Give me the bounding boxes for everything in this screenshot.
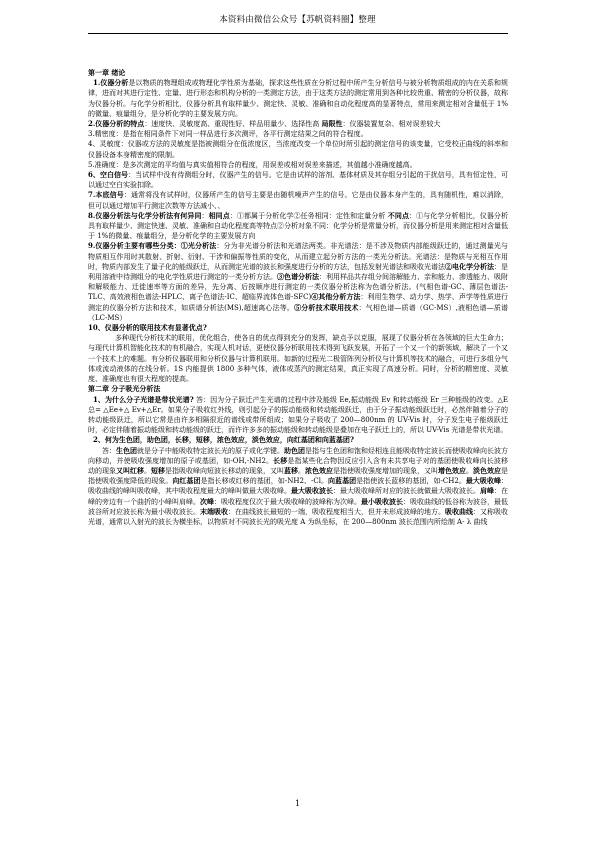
term-differences: 不同点 xyxy=(387,210,410,220)
header-divider xyxy=(88,33,508,34)
paragraph-5: 5.准确度：是多次测定的平均值与真实值相符合的程度，用误差或相对误差来描述，其值越小准确度越高。 xyxy=(88,160,417,169)
paragraph-8-text: ： xyxy=(201,211,209,220)
answer-prefix: 答： xyxy=(102,446,116,455)
page-number: 1 xyxy=(294,799,301,808)
def-auxochrome: 是指与生色团和饱和烃相连且能吸收特定波长而使吸收峰向长波方向移动，并使吸收强度增加的原子或基团，如-OH,-NH2。 xyxy=(88,446,508,465)
term-limitations: 局限性 xyxy=(321,119,343,129)
def-secondary-peak: ：吸收程度仅次于最大吸收峰的波峰称为次峰。 xyxy=(214,497,361,506)
def-hypsochromic: 是指吸收峰向短波长移动的现象，又叫 xyxy=(165,466,284,475)
def-blue-group: 是指使波长蓝移的基团，如-CH2。 xyxy=(356,477,466,486)
paragraph-6-text: ：当试样中没有待测组分时，仪器产生的信号。它是由试样的溶剂、基体材质及其存组分引起的干扰信号，具有恒定性，可以通过空白实验扣除。 xyxy=(88,171,508,190)
paragraph-9-text-2: ：是利用溶液中待测组分的电化学性质进行测定的一类分析方法。 xyxy=(88,262,508,282)
term-hyperchromic-alt: 增色效应 xyxy=(438,465,466,475)
def-max-wavelength: ：最大吸收峰所对应的波长就做最大吸收波长。 xyxy=(333,487,480,496)
question-2-title: 2、何为生色团，助色团，长移，短移，浓色效应，淡色效应，向红基团和向蓝基团? xyxy=(93,435,354,445)
term-comparison: 8.仪器分析法与化学分析法有何异同 xyxy=(88,210,202,220)
term-blue-group: 向蓝基团 xyxy=(328,476,357,486)
term-max-peak: 最大吸收峰 xyxy=(465,476,502,486)
paragraph-3: 3.精密度：是指在相同条件下对同一样品进行多次测评，各平行测定结果之间的符合程度。 xyxy=(88,130,368,139)
term-min-wavelength: 最小吸收波长 xyxy=(361,496,403,506)
def-absorption-curve: ：又称吸收光谱，通常以入射光的波长为横坐标，以物质对不同波长光的吸光度 A 为纵坐标，在 200—800nm 波长范围内所绘制 A- λ 曲线 xyxy=(88,507,508,526)
paragraph-4: 4、灵敏度：仪器或方法的灵敏度是指被测组分在低浓度区，当浓度改变一个单位时所引起的测定信号的该变量，它受校正曲线的斜率和仪器设备本身精密度的限制。 xyxy=(88,140,508,159)
def-hyperchromic: 是指使吸收强度增加的现象，又叫 xyxy=(333,466,438,475)
paragraph-6 xyxy=(88,170,508,190)
term-blank-signal: 6、空白信号 xyxy=(88,170,129,180)
def-shoulder-peak: ：在峰的旁边有一个曲折的小峰叫肩峰。 xyxy=(88,487,508,506)
term-max-wavelength: 最大吸收波长 xyxy=(291,486,333,496)
term-similarities: 相同点 xyxy=(208,210,230,220)
paragraph-9-text-3: ：利用样品共存组分间溶解能力、亲和能力、渗透能力、吸附和解吸能力、迁徙速率等方面的差异，先分离、后按顺序进行测定的一类仪器分析法称为色谱分析法。(气相色谱-GC、薄层色谱法-TLC、高效液相色谱法-HPLC、离子色谱法-IC、超临界流体色谱-SFC) xyxy=(88,273,508,302)
chapter-1-title: 第一章 绪论 xyxy=(88,68,126,77)
term-absorption-curve: 吸收曲线 xyxy=(445,506,473,516)
question-10-title: 10、仪器分析的联用技术有显著优点? xyxy=(88,323,207,333)
term-red-group: 向红基团 xyxy=(172,476,201,486)
paragraph-1 xyxy=(88,78,508,119)
def-bathochromic: 是指某些化合物因反应引入含有未共享电子对的基团使吸收峰向长波移动的现象 xyxy=(88,456,508,475)
term-electrochemical: ②电化学分析法 xyxy=(445,261,494,271)
term-red-shift: 又叫红移 xyxy=(116,465,144,475)
header-title: 本资料由微信公众号【苏帆资料圈】整理 xyxy=(219,15,376,25)
term-secondary-peak: 次峰 xyxy=(200,496,214,506)
question-1-title: 1、为什么分子光谱是带状光谱? xyxy=(93,394,194,404)
paragraph-9-text-4: ：利用生物学、动力学、热学、声学等性质进行测定的仪器分析方法和技术，如质谱分析法(MS),超速离心法等。 xyxy=(88,293,508,312)
punct-2: 。 xyxy=(298,466,305,475)
term-hypsochromic: 短移 xyxy=(151,465,165,475)
term-hyperchromic: 浓色效应 xyxy=(305,465,333,475)
paragraph-2 xyxy=(88,119,508,129)
paragraph-10: 多种现代分析技术的联用，优化组合，使各自的优点得到充分的发挥，缺点予以克服，展现了仪器分析在各领域的巨大生命力；与现代计算机智能化技术的有机融合，实现人机对话，更使仪器分析联用技术得到飞跃发展，开拓了一个又一个的新领域，解决了一个又一个技术上的难题。有分析仪器联用和分析仪器与计算机联用。如新的过程光二极管阵列分析仪与计算机等技术的融合，可进行多组分气体或流动液体的在线分析。1S 内能提供 1800 多种气体，液体或蒸汽的测定结果，真正实现了高速分析。同时，分析的精密度、灵敏度、准确度也有很大程度的提高。 xyxy=(88,334,508,384)
term-shoulder-peak: 肩峰 xyxy=(480,486,494,496)
term-chromophore: 生色团 xyxy=(116,445,137,455)
question-1-answer: 答：因为分子跃迁产生光谱的过程中涉及能级 Ee,振动能级 Ev 和转动能级 Er 三种能级的改变。△E 总= △Ee+△ Ev+△Er。如果分子吸收红外线，则引起分子的振动能级和转动能级跃迁，由于分子振动能级跃迁时，必然伴随着分子的转动能级跃迁，所以它常是由许多相隔很近的谱线或带所组成；如果分子吸收了 200—800nm 的 UV-Vis 时，分子发生电子能级跃迁时，必定伴随着振动能级和转动能级的跃迁，而许许多多的振动能级和转动能级是叠加在电子跃迁上的，所以 UV-Vis 光谱是带状光谱。 xyxy=(88,395,508,435)
paragraph-7-text: ：通常将没有试样时，仪器所产生的信号主要是由随机噪声产生的信号。它是由仪器本身产生的，具有随机性，难以消除，但可以通过增加平行测定次数等方法减小、、 xyxy=(88,191,508,210)
term-chromatography: ③色谱分析法 xyxy=(277,272,319,282)
paragraph-9-text: ：分为非光谱分析法和光谱法两类。非光谱法：是不涉及物质内部能级跃迁的，通过测量光与物质相互作用时其散射、折射、衍射、干涉和偏振等性质的变化，从而建立起分析方法的一类光分析法。光谱法：是物质与光相互作用时，物质内部发生了量子化的能级跃迁，从而测定光谱的波长和强度进行分析的方法，包括发射光谱法和吸收光谱法 xyxy=(88,242,508,271)
def-chromophore: 就是分子中能吸收特定波长光的原子或化学键。 xyxy=(137,446,284,455)
paragraph-9-text-5: ：气相色谱—质谱（GC-MS）,液相色谱—质谱（LC-MS） xyxy=(88,303,508,322)
paragraph-2-text-2: ：仪器装置复杂、相对误差较大 xyxy=(342,120,441,129)
term-hypochromic: 淡色效应 xyxy=(473,465,501,475)
paragraph-1-text: 是以物质的物理组成或物理化学性质为基础，探求这些性质在分析过程中所产生分析信号与被分析物质组成的内在关系和规律，进而对其进行定性、定量、进行形态和机构分析的一类测定方法，由于这类方法的测定常用到各种比较贵重、精密的分析仪器，故称为仪器分析。与化学分析相比，仪器分析具有取样量少、测定快、灵敏、准确和自动化程度高的显著特点，常用来测定相对含量低于 1%的微量、痕量组分，是分析化学的主要发展方向。 xyxy=(88,79,508,118)
chapter-2-title: 第二章 分子吸光分析法 xyxy=(88,384,161,394)
term-end-absorption: 末端吸收 xyxy=(200,506,228,516)
paragraph-8-text-2: ：①都属于分析化学②任务相同：定性和定量分析 xyxy=(229,211,388,220)
term-background-signal: 7.本底信号 xyxy=(88,190,124,200)
def-max-peak: ：吸收曲线的峰叫吸收峰，其中吸收程度最大的峰叫做最大吸收峰。 xyxy=(88,477,508,496)
paragraph-9 xyxy=(88,241,508,323)
document-body xyxy=(88,68,508,813)
punct-3: 。 xyxy=(466,466,473,475)
def-end-absorption: ：在曲线波长最短的一端，吸收程度相当大，但并未形成波峰的地方。 xyxy=(228,507,445,516)
paragraph-8-text-3: ：①与化学分析相比，仪器分析具有取样量少、测定快速、灵敏、准确和自动化程度高等特点②分析对象不同：化学分析是常量分析，而仪器分析是用来测定相对含量低于 1%的微量、痕量组分，是分析化学的主要发展方向 xyxy=(88,211,508,241)
def-red-group: 是指长移或红移的基团，如-NH2、-Cl。 xyxy=(200,477,329,486)
paragraph-8 xyxy=(88,211,508,242)
term-bathochromic: 长移 xyxy=(273,455,288,465)
punct-1: 。 xyxy=(144,466,151,475)
page-header xyxy=(0,0,595,48)
term-hyphenated: ⑤分析技术联用技术 xyxy=(294,302,359,312)
question-1 xyxy=(88,395,508,436)
question-2-answer xyxy=(88,446,508,528)
term-features: 2.仪器分析的特点 xyxy=(88,119,145,129)
def-hypochromic: 是指使吸收强度降低的现象。 xyxy=(88,466,508,486)
term-classification: 9.仪器分析主要有哪些分类：①光分析法 xyxy=(88,241,217,251)
term-auxochrome: 助色团 xyxy=(284,445,305,455)
paragraph-7 xyxy=(88,190,508,210)
term-blue-shift: 蓝移 xyxy=(284,465,298,475)
term-instrument-analysis: 1.仪器分析 xyxy=(93,78,129,88)
paragraph-2-text: ：速度快、灵敏度高、重现性好、样品用量少、选择性高 xyxy=(144,120,322,129)
term-other-methods: ④其他分析方法 xyxy=(311,292,361,302)
def-min-wavelength: ：吸收曲线的低谷称为波谷，最低波谷所对应波长称为最小吸收波长。 xyxy=(88,497,508,516)
